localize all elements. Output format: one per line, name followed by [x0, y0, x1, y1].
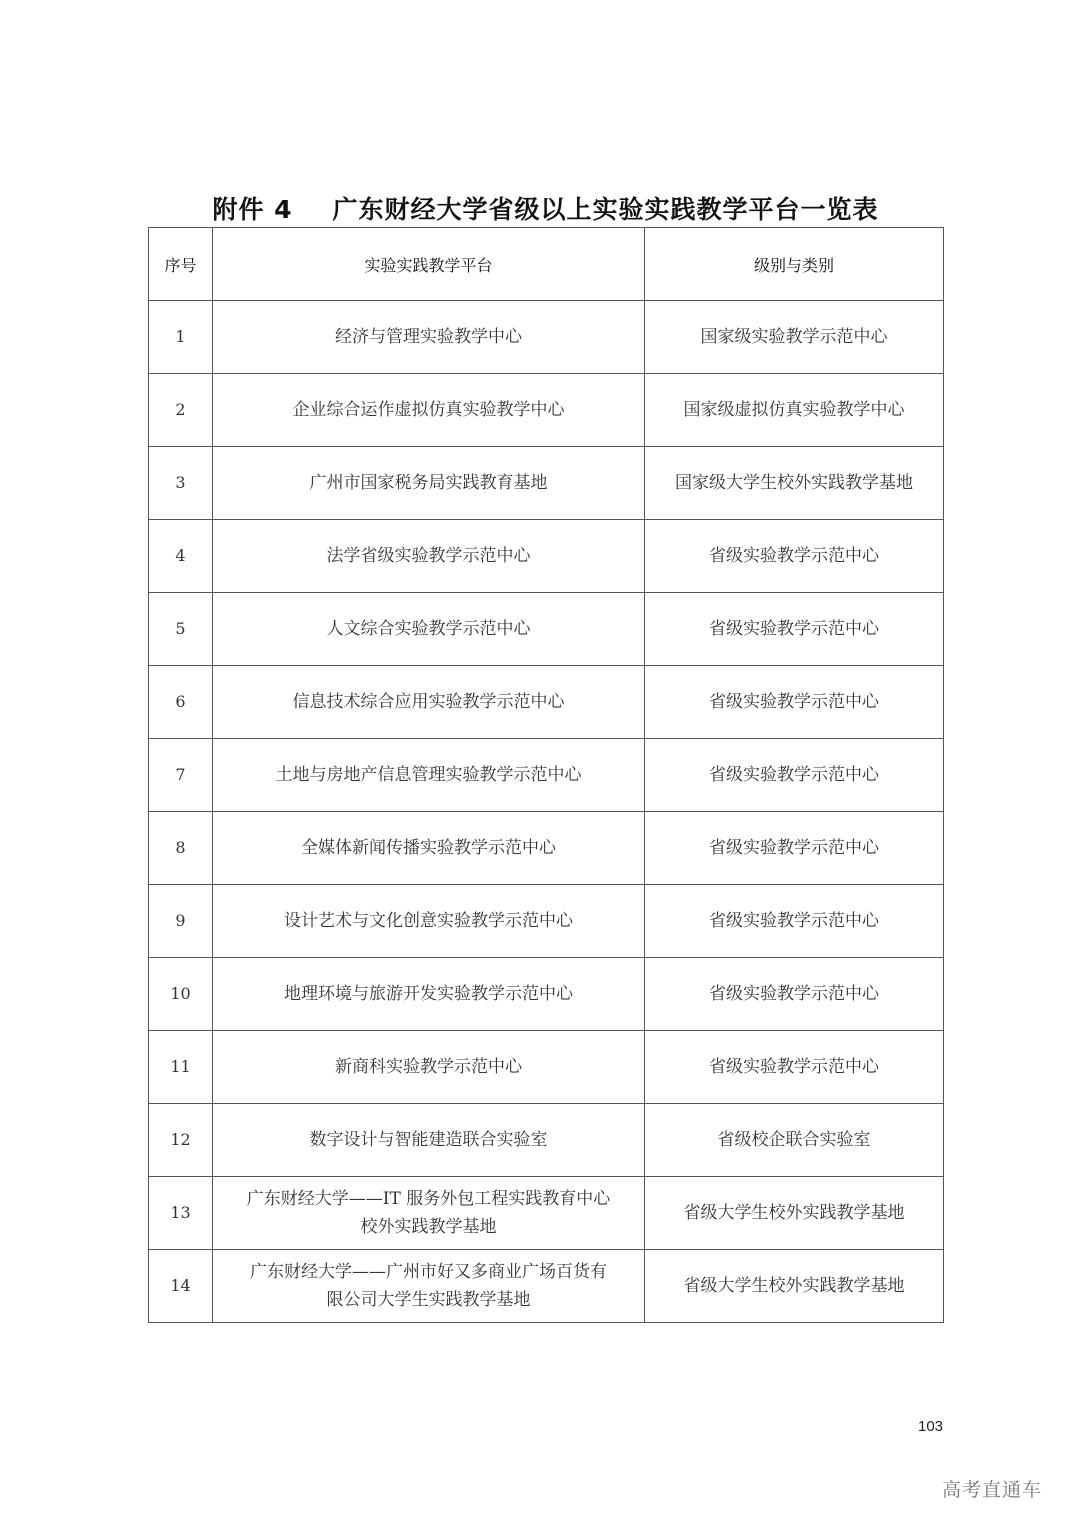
table-row — [149, 301, 944, 374]
cell-serial: 6 — [149, 666, 213, 739]
cell-platform: 土地与房地产信息管理实验教学示范中心 — [213, 739, 645, 812]
cell-level: 国家级虚拟仿真实验教学中心 — [645, 374, 944, 447]
cell-platform: 信息技术综合应用实验教学示范中心 — [213, 666, 645, 739]
cell-platform: 新商科实验教学示范中心 — [213, 1031, 645, 1104]
cell-platform — [213, 1250, 645, 1323]
table-row — [149, 1104, 944, 1177]
table-row — [149, 1177, 944, 1250]
cell-serial: 3 — [149, 447, 213, 520]
page-number: 103 — [918, 1418, 944, 1435]
table-row — [149, 739, 944, 812]
cell-level: 省级实验教学示范中心 — [645, 520, 944, 593]
cell-level: 国家级大学生校外实践教学基地 — [645, 447, 944, 520]
cell-level: 省级实验教学示范中心 — [645, 739, 944, 812]
cell-platform: 设计艺术与文化创意实验教学示范中心 — [213, 885, 645, 958]
watermark-label: 高考直通车 — [942, 1479, 1043, 1501]
cell-serial: 9 — [149, 885, 213, 958]
table-row — [149, 593, 944, 666]
cell-platform — [213, 1177, 645, 1250]
cell-level: 省级实验教学示范中心 — [645, 812, 944, 885]
cell-level: 省级大学生校外实践教学基地 — [645, 1250, 944, 1323]
platform-line: 校外实践教学基地 — [360, 1217, 497, 1237]
cell-serial: 10 — [149, 958, 213, 1031]
cell-platform: 经济与管理实验教学中心 — [213, 301, 645, 374]
document-title — [148, 190, 943, 226]
title-text: 广东财经大学省级以上实验实践教学平台一览表 — [332, 195, 879, 224]
cell-serial: 14 — [149, 1250, 213, 1323]
cell-serial: 12 — [149, 1104, 213, 1177]
cell-platform: 数字设计与智能建造联合实验室 — [213, 1104, 645, 1177]
header-platform: 实验实践教学平台 — [213, 228, 645, 301]
cell-platform: 法学省级实验教学示范中心 — [213, 520, 645, 593]
cell-level: 省级实验教学示范中心 — [645, 666, 944, 739]
platform-line: 广东财经大学——IT 服务外包工程实践教育中心 — [246, 1189, 611, 1209]
platform-line: 广东财经大学——广州市好又多商业广场百货有 — [250, 1262, 607, 1282]
cell-level: 国家级实验教学示范中心 — [645, 301, 944, 374]
table-row — [149, 958, 944, 1031]
cell-platform: 地理环境与旅游开发实验教学示范中心 — [213, 958, 645, 1031]
cell-serial: 2 — [149, 374, 213, 447]
table-header-row — [149, 228, 944, 301]
cell-level: 省级实验教学示范中心 — [645, 958, 944, 1031]
table-row — [149, 885, 944, 958]
cell-platform: 全媒体新闻传播实验教学示范中心 — [213, 812, 645, 885]
cell-level: 省级大学生校外实践教学基地 — [645, 1177, 944, 1250]
cell-level: 省级实验教学示范中心 — [645, 885, 944, 958]
title-prefix: 附件 4 — [212, 195, 293, 224]
table-row — [149, 1031, 944, 1104]
cell-serial: 5 — [149, 593, 213, 666]
table-row — [149, 812, 944, 885]
platform-line: 限公司大学生实践教学基地 — [326, 1290, 531, 1310]
header-level: 级别与类别 — [645, 228, 944, 301]
table-row — [149, 520, 944, 593]
table-row — [149, 374, 944, 447]
table-row — [149, 666, 944, 739]
cell-platform: 广州市国家税务局实践教育基地 — [213, 447, 645, 520]
table-row — [149, 1250, 944, 1323]
header-serial: 序号 — [149, 228, 213, 301]
cell-serial: 7 — [149, 739, 213, 812]
cell-serial: 8 — [149, 812, 213, 885]
cell-level: 省级校企联合实验室 — [645, 1104, 944, 1177]
cell-platform: 人文综合实验教学示范中心 — [213, 593, 645, 666]
platform-table — [148, 227, 944, 1323]
cell-level: 省级实验教学示范中心 — [645, 593, 944, 666]
cell-serial: 4 — [149, 520, 213, 593]
cell-platform: 企业综合运作虚拟仿真实验教学中心 — [213, 374, 645, 447]
cell-level: 省级实验教学示范中心 — [645, 1031, 944, 1104]
cell-serial: 1 — [149, 301, 213, 374]
cell-serial: 11 — [149, 1031, 213, 1104]
table-row — [149, 447, 944, 520]
cell-serial: 13 — [149, 1177, 213, 1250]
